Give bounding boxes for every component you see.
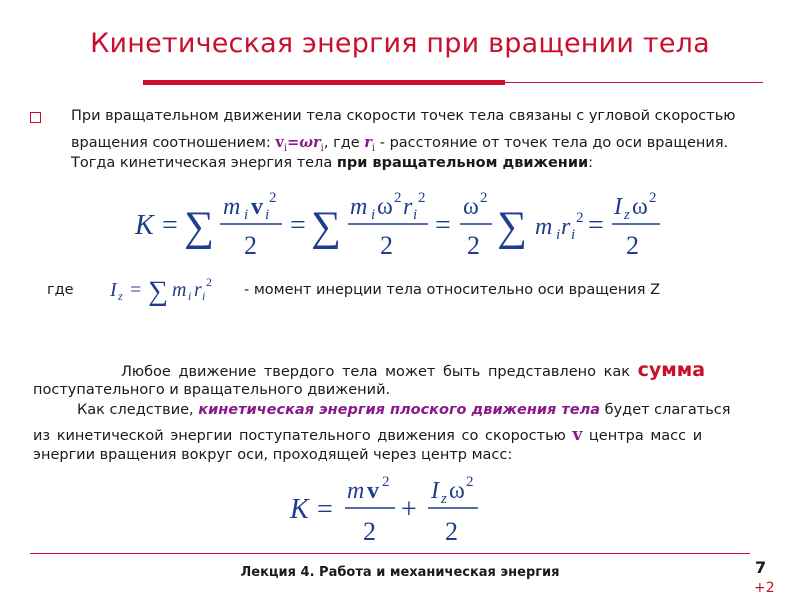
formula-sum-1: ∑ (184, 204, 214, 250)
moment-z: z (118, 289, 123, 303)
formula-sq-2: 2 (394, 190, 402, 206)
formula-z-1: z (624, 207, 630, 223)
moment-I: I (110, 279, 117, 301)
formula-i-6: i (571, 227, 576, 243)
moment-i-1: i (188, 289, 192, 303)
formula-sum-3: ∑ (497, 204, 527, 250)
formula-m-1: m (223, 194, 241, 220)
plane-omega: ω (449, 478, 465, 504)
para1-line2-text: вращения соотношением: (71, 135, 276, 151)
para2-line3 (77, 400, 731, 420)
page-extra: +2 (754, 580, 775, 596)
footer-rule (30, 553, 750, 554)
para1-line3-text: Тогда кинетическая энергия тела (71, 155, 337, 171)
para2-line3-post: будет слагаться (600, 402, 731, 418)
formula-r-1: r (403, 194, 413, 220)
footer-lecture-title: Лекция 4. Работа и механическая энергия (240, 565, 560, 580)
para2-line4-text: из кинетической энергии поступательного движения со скоростью (33, 428, 573, 444)
formula-i-4: i (413, 207, 418, 223)
formula-sq-3: 2 (418, 190, 426, 206)
para1-line2-post: - расстояние от точек тела до оси вращения. (375, 135, 729, 151)
formula-i-3: i (371, 207, 376, 223)
formula-r-2: r (561, 214, 571, 240)
formula-I-1: I (614, 194, 622, 220)
radius-symbol: r (364, 134, 372, 151)
formula-omega-2: ω (463, 194, 479, 220)
plane-sq-1: 2 (382, 474, 390, 490)
moment-m: m (172, 279, 187, 301)
page-number: 7 (755, 558, 767, 577)
plane-m: m (347, 478, 365, 504)
velocity-v-symbol: v (572, 425, 583, 445)
para2-line4-post: центра масс и (582, 428, 703, 444)
moment-r: r (194, 279, 202, 301)
para1-line1: При вращательном движении тела скорости точек тела связаны с угловой скоростью (71, 108, 736, 124)
formula-main (120, 182, 680, 262)
plane-plus: + (401, 494, 417, 525)
formula-i-1: i (244, 207, 249, 223)
formula-eq-3: = (435, 210, 451, 241)
formula-omega-1: ω (377, 194, 393, 220)
para2-line5: энергии вращения вокруг оси, проходящей через центр масс: (33, 447, 513, 463)
index-i-sub: i (283, 142, 288, 154)
para2-line1 (121, 360, 705, 382)
formula-sq-1: 2 (269, 190, 277, 206)
omega-r-expression: =ωr (287, 134, 321, 151)
formula-eq-4: = (588, 210, 604, 241)
formula-i-5: i (556, 227, 561, 243)
para2-line2: поступательного и вращательного движений. (33, 382, 391, 398)
plane-den-2: 2 (445, 517, 458, 546)
formula-m-2: m (350, 194, 368, 220)
plane-z: z (441, 491, 447, 507)
para2-line3-text: Как следствие, (77, 402, 199, 418)
slide-title: Кинетическая энергия при вращении тела (90, 28, 710, 59)
comma-gde: , где (323, 135, 365, 151)
plane-sq-2: 2 (466, 474, 474, 490)
formula-sq-6: 2 (649, 190, 657, 206)
formula-den-1: 2 (244, 231, 257, 260)
plane-den-1: 2 (363, 517, 376, 546)
formula-sq-5: 2 (576, 210, 584, 226)
gde-label: где (47, 282, 74, 298)
moment-i-2: i (202, 289, 206, 303)
formula-moment-inertia (108, 268, 238, 308)
moment-eq: = (130, 279, 142, 301)
title-underline-thin (505, 82, 763, 83)
moment-sq: 2 (206, 275, 212, 289)
para1-line3-colon: : (588, 155, 594, 171)
formula-v-1: v (251, 194, 263, 220)
moment-sum: ∑ (148, 276, 168, 307)
plane-v: v (367, 478, 379, 504)
formula-plane-motion (285, 470, 505, 550)
plane-motion-emphasis: кинетическая энергия плоского движения тела (198, 402, 601, 418)
moment-description: - момент инерции тела относительно оси вращения Z (244, 282, 660, 298)
plane-K: K (290, 494, 309, 525)
plane-I: I (431, 478, 439, 504)
para2-line4 (33, 425, 702, 446)
para1-line3-bold: при вращательном движении (336, 155, 589, 171)
formula-den-4: 2 (626, 231, 639, 260)
formula-K: K (135, 210, 154, 241)
formula-eq-1: = (162, 210, 178, 241)
sum-emphasis: сумма (637, 359, 706, 381)
plane-eq: = (317, 494, 333, 525)
para2-line1-text: Любое движение твердого тела может быть представлено как (121, 364, 638, 380)
index-i-sub-2: i (320, 142, 324, 154)
formula-i-2: i (265, 207, 270, 223)
formula-eq-2: = (290, 210, 306, 241)
formula-sum-2: ∑ (311, 204, 341, 250)
velocity-symbol: v (275, 134, 284, 151)
formula-m-3: m (535, 214, 553, 240)
title-underline-thick (143, 80, 505, 85)
formula-den-2: 2 (380, 231, 393, 260)
bullet-square-icon (30, 112, 41, 123)
formula-omega-3: ω (632, 194, 648, 220)
para1-line3 (71, 153, 593, 173)
formula-sq-4: 2 (480, 190, 488, 206)
formula-den-3: 2 (467, 231, 480, 260)
index-i-sub-3: i (371, 142, 376, 154)
